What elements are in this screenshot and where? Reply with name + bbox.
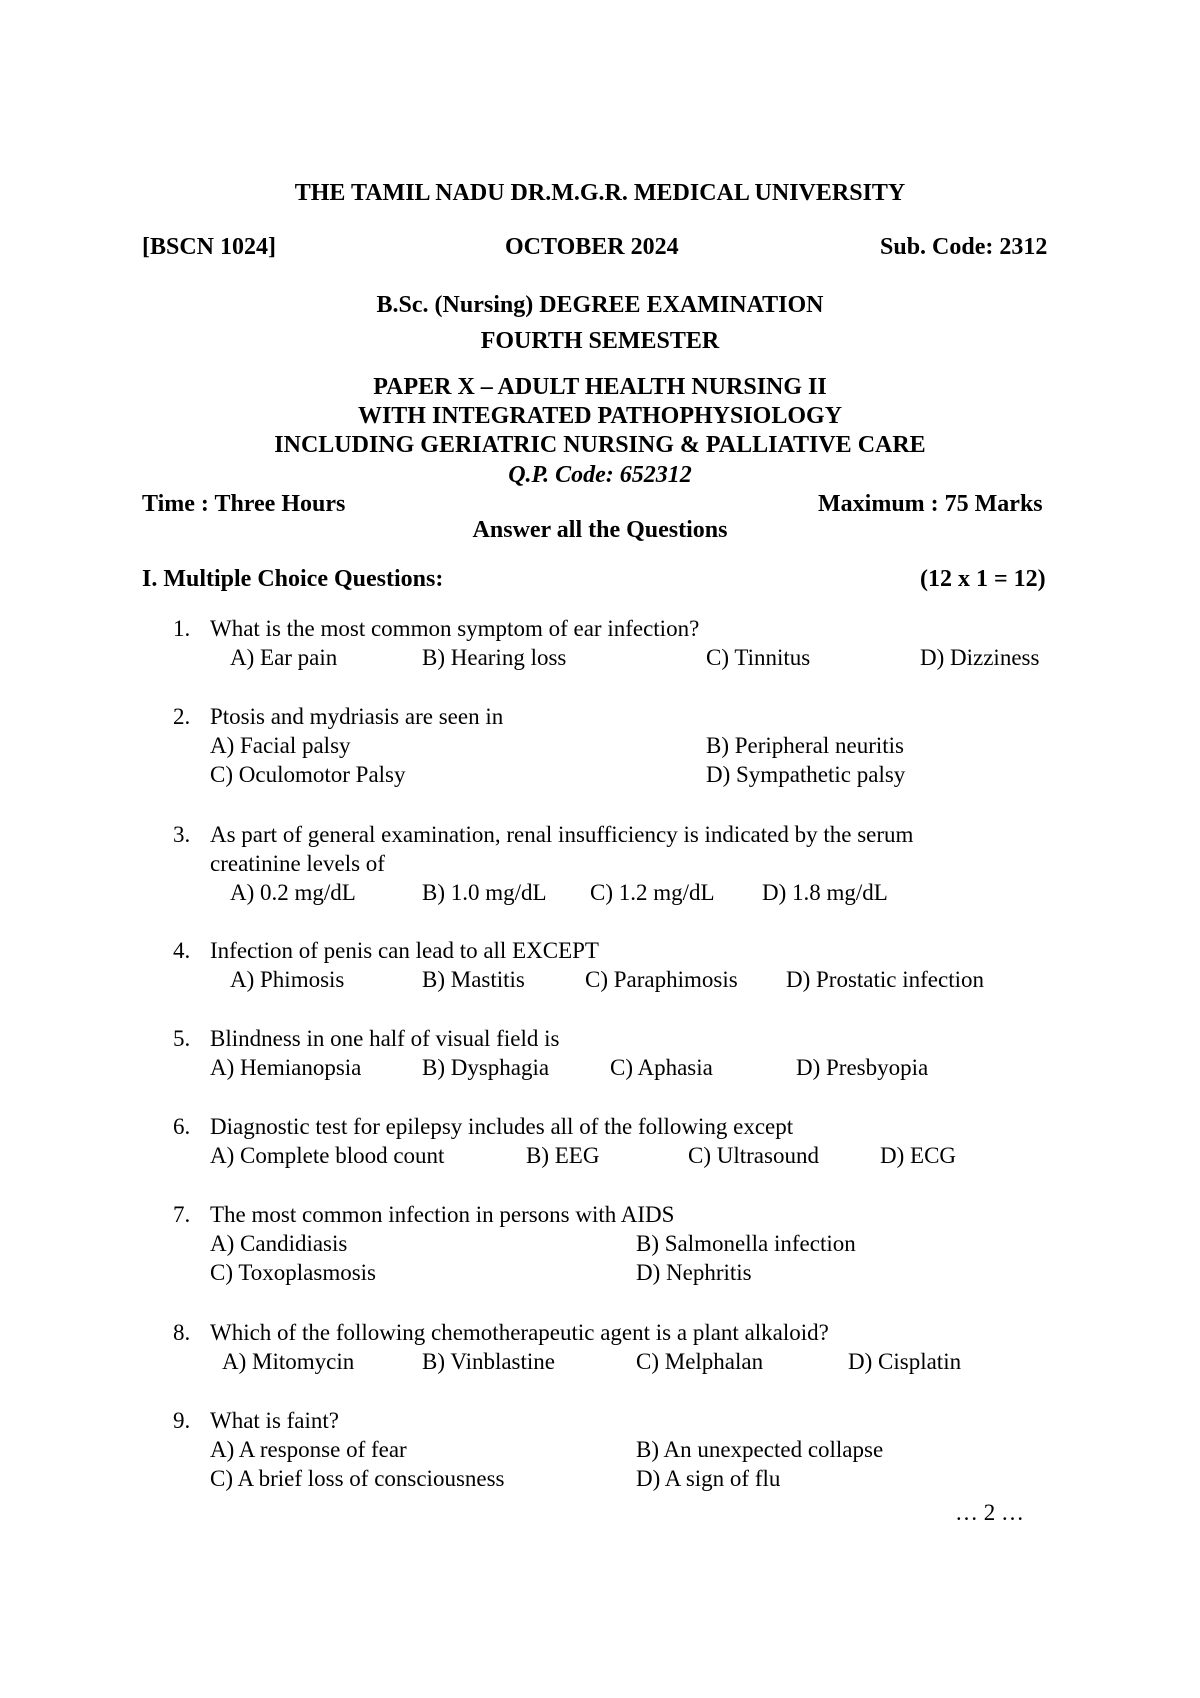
option-c: C) 1.2 mg/dL: [590, 880, 715, 905]
option-d: D) 1.8 mg/dL: [762, 880, 888, 905]
option-a: A) Candidiasis: [210, 1231, 348, 1256]
paper-title-line2: WITH INTEGRATED PATHOPHYSIOLOGY: [357, 403, 843, 429]
option-a: A) 0.2 mg/dL: [230, 880, 356, 905]
option-d: D) ECG: [880, 1143, 957, 1168]
maximum-marks: Maximum : 75 Marks: [818, 491, 1043, 517]
option-c: C) Tinnitus: [706, 645, 811, 670]
university-title: THE TAMIL NADU DR.M.G.R. MEDICAL UNIVERSITY: [294, 180, 906, 206]
option-c: C) Paraphimosis: [585, 967, 738, 992]
option-c: C) Melphalan: [636, 1349, 764, 1374]
option-d: D) Cisplatin: [848, 1349, 962, 1374]
exam-month: OCTOBER 2024: [505, 234, 679, 260]
option-d: D) A sign of flu: [636, 1466, 781, 1491]
question-text: Infection of penis can lead to all EXCEPT: [210, 938, 599, 963]
option-d: D) Presbyopia: [796, 1055, 929, 1080]
option-a: A) Facial palsy: [210, 733, 351, 758]
question-text: What is the most common symptom of ear infection?: [210, 616, 700, 641]
question-number: 9.: [173, 1408, 191, 1433]
subject-code: Sub. Code: 2312: [880, 234, 1048, 260]
option-d: D) Nephritis: [636, 1260, 752, 1285]
option-b: B) Hearing loss: [422, 645, 567, 670]
option-b: B) Dysphagia: [422, 1055, 550, 1080]
option-c: C) Toxoplasmosis: [210, 1260, 377, 1285]
option-d: D) Dizziness: [920, 645, 1040, 670]
option-a: A) Hemianopsia: [210, 1055, 362, 1080]
question-text: Which of the following chemotherapeutic agent is a plant alkaloid?: [210, 1320, 829, 1345]
paper-title-line1: PAPER X – ADULT HEALTH NURSING II: [373, 374, 827, 400]
question-number: 2.: [173, 704, 191, 729]
option-b: B) EEG: [526, 1143, 600, 1168]
question-text: Diagnostic test for epilepsy includes all of the following except: [210, 1114, 794, 1139]
option-b: B) Mastitis: [422, 967, 525, 992]
page-continuation-marker: … 2 …: [955, 1500, 1024, 1525]
question-number: 5.: [173, 1026, 191, 1051]
question-number: 7.: [173, 1202, 191, 1227]
option-b: B) Salmonella infection: [636, 1231, 856, 1256]
option-c: C) Oculomotor Palsy: [210, 762, 406, 787]
section-marks: (12 x 1 = 12): [920, 566, 1046, 592]
option-c: C) Ultrasound: [688, 1143, 819, 1168]
option-c: C) A brief loss of consciousness: [210, 1466, 505, 1491]
section-title: I. Multiple Choice Questions:: [142, 566, 444, 592]
instruction: Answer all the Questions: [472, 517, 728, 543]
question-number: 1.: [173, 616, 191, 641]
option-b: B) Vinblastine: [422, 1349, 555, 1374]
paper-title-line3: INCLUDING GERIATRIC NURSING & PALLIATIVE CARE: [274, 432, 926, 458]
option-d: D) Sympathetic palsy: [706, 762, 906, 787]
question-number: 8.: [173, 1320, 191, 1345]
option-c: C) Aphasia: [610, 1055, 713, 1080]
exam-time: Time : Three Hours: [142, 491, 346, 517]
exam-code: [BSCN 1024]: [142, 234, 277, 260]
question-number: 3.: [173, 822, 191, 847]
option-a: A) Mitomycin: [222, 1349, 355, 1374]
option-a: A) Phimosis: [230, 967, 345, 992]
degree-title: B.Sc. (Nursing) DEGREE EXAMINATION: [376, 292, 824, 318]
question-text: As part of general examination, renal insufficiency is indicated by the serum: [210, 822, 914, 847]
option-a: A) Complete blood count: [210, 1143, 445, 1168]
qp-code: Q.P. Code: 652312: [508, 462, 692, 488]
option-b: B) Peripheral neuritis: [706, 733, 905, 758]
option-b: B) An unexpected collapse: [636, 1437, 884, 1462]
question-text: Ptosis and mydriasis are seen in: [210, 704, 504, 729]
question-text: The most common infection in persons with AIDS: [210, 1202, 675, 1227]
question-number: 6.: [173, 1114, 191, 1139]
semester-title: FOURTH SEMESTER: [480, 328, 720, 354]
question-text: What is faint?: [210, 1408, 340, 1433]
question-text: Blindness in one half of visual field is: [210, 1026, 560, 1051]
option-d: D) Prostatic infection: [786, 967, 985, 992]
question-number: 4.: [173, 938, 191, 963]
option-b: B) 1.0 mg/dL: [422, 880, 547, 905]
question-text-continued: creatinine levels of: [210, 851, 385, 876]
option-a: A) Ear pain: [230, 645, 338, 670]
option-a: A) A response of fear: [210, 1437, 407, 1462]
